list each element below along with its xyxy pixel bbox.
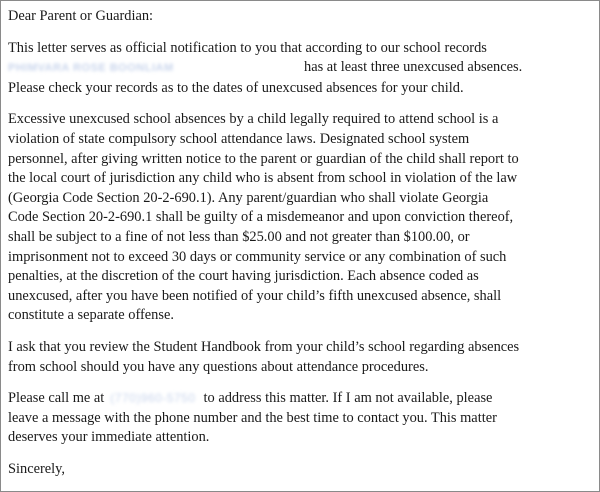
- notification-paragraph: [8, 39, 592, 99]
- notification-line-1: This letter serves as official notification to you that according to our school records: [8, 39, 487, 56]
- redacted-student-name: PHIMVARA ROSE BOONLIAM: [8, 62, 174, 75]
- contact-line-1: Please call me at (770)960-5750 to address this matter. If I am not available, please: [8, 389, 592, 409]
- salutation: Dear Parent or Guardian:: [8, 8, 154, 24]
- contact-paragraph: Please call me at (770)960-5750 to address this matter. If I am not available, please leave a message with the phone number and the best time to contact you. This matter deserves your immediate attention.: [8, 389, 592, 448]
- notification-line-2: PHIMVARA ROSE BOONLIAM has at least three unexcused absences.: [8, 58, 592, 79]
- law-paragraph: Excessive unexcused school absences by a child legally required to attend school is a violation of state compulsory school attendance laws. Designated school system personnel, after giving written notice to the parent or guardian of the child shall report to the local court of jurisdiction any child who is absent from school in violation of the law (Georgia Code Section 20-2-690.1). Any parent/guardian who shall violate Georgia Code Section 20-2-690.1 shall be guilty of a misdemeanor and upon conviction thereof, shall be subject to a fine of not less than $25.00 and not greater than $100.00, or imprisonment not to exceed 30 days or community service or any combination of such penalties, at the discretion of the court having jurisdiction. Each absence coded as unexcused, after you have been notified of your child’s fifth unexcused absence, shall constitute a separate offense.: [8, 111, 519, 324]
- letter-body: [8, 7, 592, 491]
- notification-line-3: Please check your records as to the dates of unexcused absences for your child.: [8, 79, 464, 96]
- closing: Sincerely,: [8, 460, 66, 477]
- handbook-paragraph: I ask that you review the Student Handbook from your child’s school regarding absences from school should you have any questions about attendance procedures.: [8, 338, 520, 375]
- redacted-phone-number: (770)960-5750: [110, 391, 196, 406]
